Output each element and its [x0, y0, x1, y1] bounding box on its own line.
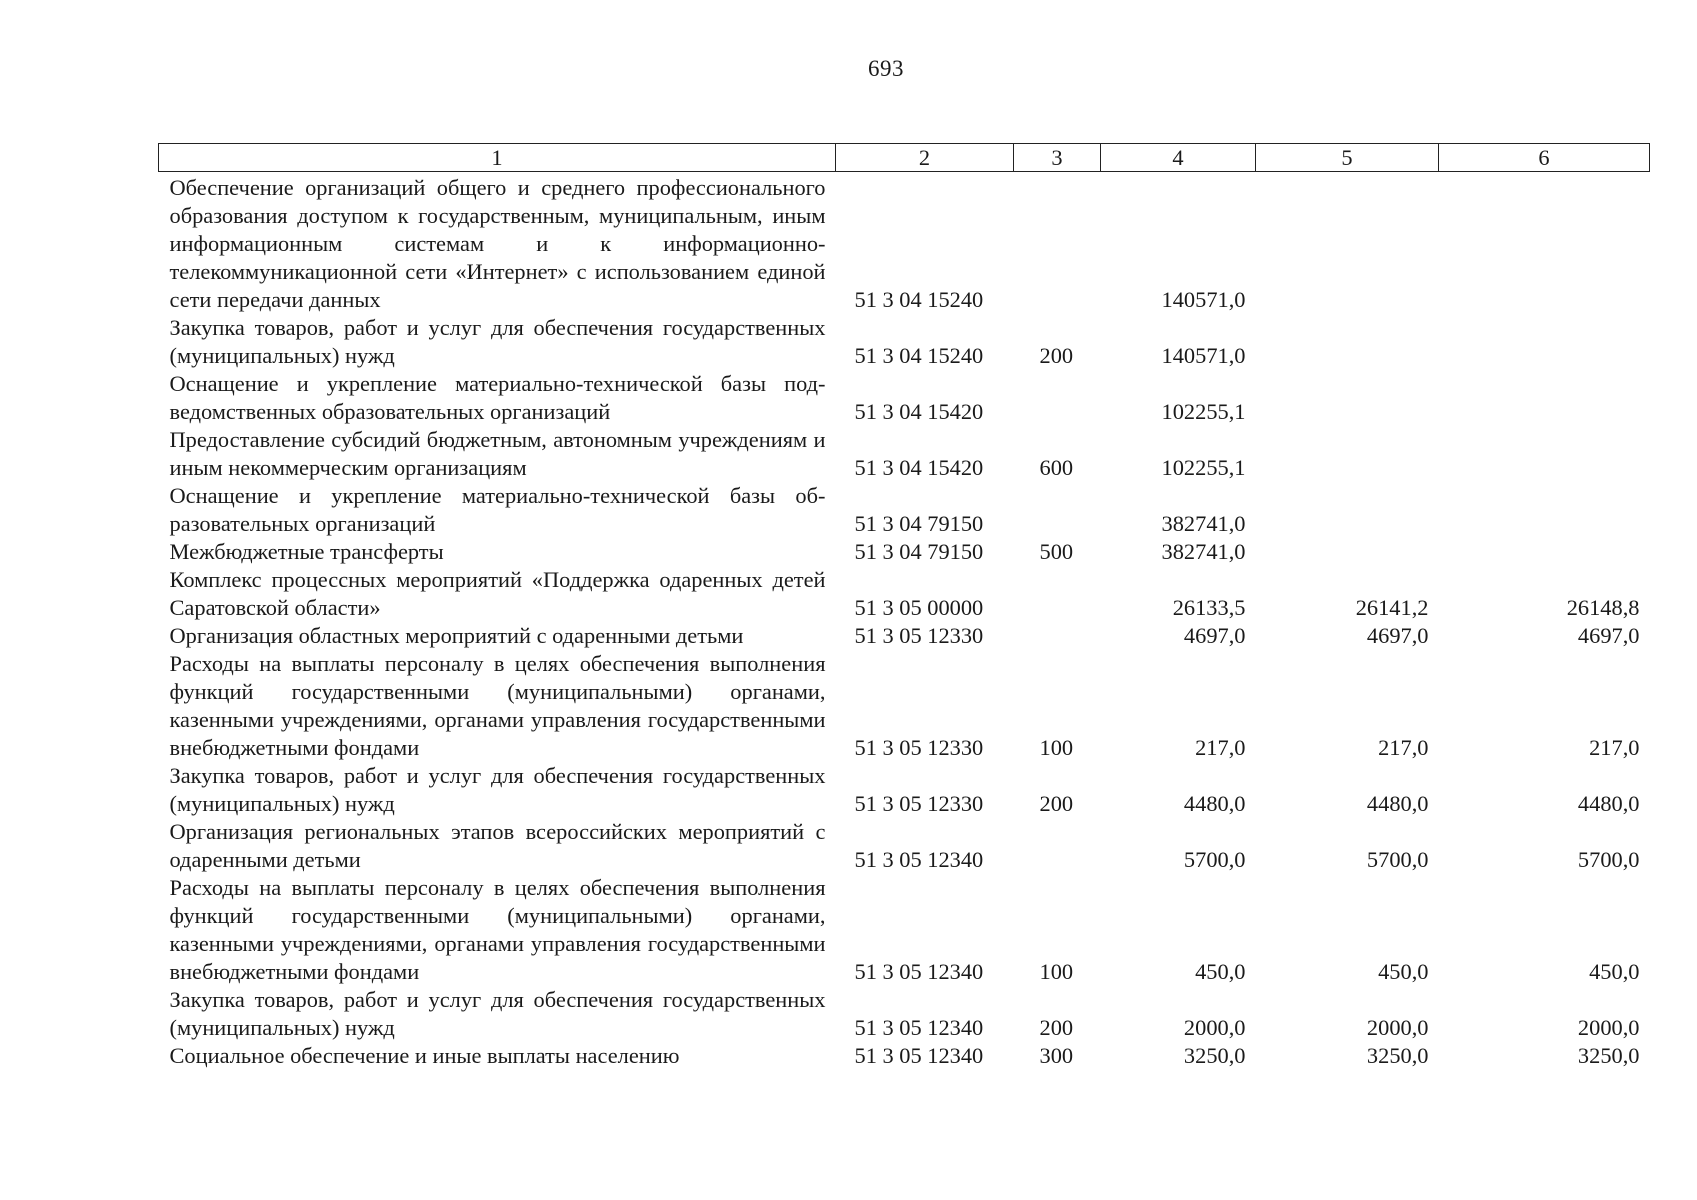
row-value-col5: 4697,0: [1366, 623, 1429, 648]
row-value-col5: [1256, 426, 1439, 482]
row-value-col6: [1439, 172, 1650, 315]
row-value-col5: [1256, 314, 1439, 370]
row-expense-type: 200: [1039, 791, 1074, 816]
row-value-col6: 2000,0: [1577, 1015, 1640, 1040]
row-code: 51 3 05 12340: [854, 959, 984, 984]
row-expense-type: [1014, 370, 1101, 426]
table-row: [159, 818, 1650, 874]
row-name: Социальное обеспечение и иные выплаты населению: [169, 1043, 680, 1068]
row-expense-type: 600: [1039, 455, 1074, 480]
row-name: Закупка товаров, работ и услуг для обеспечения государственных (муниципальных) нужд: [169, 315, 826, 368]
table-row: [159, 986, 1650, 1042]
header-col-6: 6: [1439, 144, 1650, 172]
row-expense-type: [1014, 818, 1101, 874]
header-col-5: 5: [1256, 144, 1439, 172]
row-code: 51 3 04 79150: [854, 539, 984, 564]
row-expense-type: 100: [1039, 735, 1074, 760]
row-value-col4: 217,0: [1195, 735, 1246, 760]
table-row: [159, 426, 1650, 482]
row-value-col4: 4697,0: [1183, 623, 1246, 648]
row-expense-type: [1014, 622, 1101, 650]
row-code: 51 3 05 12340: [854, 1015, 984, 1040]
table-header: [159, 144, 1650, 172]
row-value-col6: 5700,0: [1577, 847, 1640, 872]
row-code: 51 3 05 12340: [854, 847, 984, 872]
row-code: 51 3 05 12330: [854, 735, 984, 760]
header-row: [159, 144, 1650, 172]
table-row: [159, 762, 1650, 818]
row-value-col5: 26141,2: [1355, 595, 1429, 620]
table-row: [159, 314, 1650, 370]
row-name: Закупка товаров, работ и услуг для обеспечения государственных (муниципальных) нужд: [169, 763, 826, 816]
row-value-col4: 102255,1: [1161, 455, 1246, 480]
row-expense-type: [1014, 566, 1101, 622]
row-expense-type: 500: [1039, 539, 1074, 564]
row-name: Организация региональных этапов всероссийских мероприятий с одаренными детьми: [169, 819, 826, 872]
row-name: Межбюджетные трансферты: [169, 539, 444, 564]
row-value-col4: 4480,0: [1183, 791, 1246, 816]
row-value-col4: 2000,0: [1183, 1015, 1246, 1040]
row-value-col4: 382741,0: [1161, 511, 1246, 536]
row-name: Расходы на выплаты персоналу в целях обеспечения выполнения функций государственными (муниципальными) органами, казенными учреждениями, органами управления государственными внебюджетными фондами: [169, 651, 826, 760]
row-code: 51 3 04 15240: [854, 343, 984, 368]
row-code: 51 3 05 00000: [854, 595, 984, 620]
header-col-1: 1: [159, 144, 836, 172]
row-value-col6: 4697,0: [1577, 623, 1640, 648]
row-value-col4: 5700,0: [1183, 847, 1246, 872]
row-name: Расходы на выплаты персоналу в целях обеспечения выполнения функций государственными (муниципальными) органами, казенными учреждениями, органами управления государственными внебюджетными фондами: [169, 875, 826, 984]
row-value-col4: 450,0: [1195, 959, 1246, 984]
row-value-col5: [1256, 370, 1439, 426]
row-value-col5: 450,0: [1378, 959, 1429, 984]
row-value-col4: 102255,1: [1161, 399, 1246, 424]
row-value-col6: [1439, 426, 1650, 482]
row-expense-type: 300: [1039, 1043, 1074, 1068]
row-name: Оснащение и укрепление материально-технической базы образовательных организаций: [169, 483, 826, 536]
row-code: 51 3 04 15420: [854, 455, 984, 480]
row-value-col6: 217,0: [1589, 735, 1640, 760]
table-row: [159, 370, 1650, 426]
row-code: 51 3 04 15420: [854, 399, 984, 424]
header-col-3: 3: [1014, 144, 1101, 172]
row-value-col6: 4480,0: [1577, 791, 1640, 816]
table-row: [159, 1042, 1650, 1070]
row-expense-type: 200: [1039, 1015, 1074, 1040]
row-value-col4: 26133,5: [1172, 595, 1246, 620]
row-code: 51 3 05 12330: [854, 791, 984, 816]
table-row: [159, 622, 1650, 650]
header-col-2: 2: [836, 144, 1014, 172]
row-value-col5: 4480,0: [1366, 791, 1429, 816]
table-body: [159, 172, 1650, 1071]
row-value-col4: 140571,0: [1161, 287, 1246, 312]
row-value-col5: 2000,0: [1366, 1015, 1429, 1040]
row-value-col5: [1256, 482, 1439, 538]
row-value-col5: 5700,0: [1366, 847, 1429, 872]
row-value-col6: [1439, 538, 1650, 566]
row-name: Предоставление субсидий бюджетным, автономным учреждениям и иным некоммерческим организациям: [169, 427, 826, 480]
row-expense-type: 100: [1039, 959, 1074, 984]
row-value-col5: 217,0: [1378, 735, 1429, 760]
row-name: Обеспечение организаций общего и среднего профессионального образования доступом к государственным, муниципальным, иным информационным системам и к информационно-телекоммуникационной сети «Интернет» с использованием единой сети передачи данных: [169, 175, 826, 312]
row-expense-type: 200: [1039, 343, 1074, 368]
row-value-col5: [1256, 538, 1439, 566]
row-code: 51 3 04 79150: [854, 511, 984, 536]
row-value-col5: [1256, 172, 1439, 315]
row-name: Организация областных мероприятий с одаренными детьми: [169, 623, 744, 648]
row-name: Закупка товаров, работ и услуг для обеспечения государственных (муниципальных) нужд: [169, 987, 826, 1040]
header-col-4: 4: [1101, 144, 1256, 172]
row-value-col6: 26148,8: [1566, 595, 1640, 620]
row-value-col5: 3250,0: [1366, 1043, 1429, 1068]
table-row: [159, 566, 1650, 622]
row-code: 51 3 05 12330: [854, 623, 984, 648]
row-name: Комплекс процессных мероприятий «Поддержка одаренных детей Саратовской области»: [169, 567, 826, 620]
row-name: Оснащение и укрепление материально-технической базы подведомственных образовательных организаций: [169, 371, 826, 424]
row-value-col6: 450,0: [1589, 959, 1640, 984]
table-row: [159, 538, 1650, 566]
page-number: 693: [868, 56, 904, 81]
row-value-col4: 382741,0: [1161, 539, 1246, 564]
row-value-col4: 3250,0: [1183, 1043, 1246, 1068]
row-value-col6: [1439, 314, 1650, 370]
budget-table: [158, 143, 1650, 1070]
table-row: [159, 650, 1650, 762]
table-row: [159, 482, 1650, 538]
row-value-col6: [1439, 370, 1650, 426]
row-value-col4: 140571,0: [1161, 343, 1246, 368]
row-code: 51 3 05 12340: [854, 1043, 984, 1068]
table-row: [159, 172, 1650, 315]
table-row: [159, 874, 1650, 986]
row-expense-type: [1014, 482, 1101, 538]
row-expense-type: [1014, 172, 1101, 315]
row-value-col6: [1439, 482, 1650, 538]
row-code: 51 3 04 15240: [854, 287, 984, 312]
row-value-col6: 3250,0: [1577, 1043, 1640, 1068]
